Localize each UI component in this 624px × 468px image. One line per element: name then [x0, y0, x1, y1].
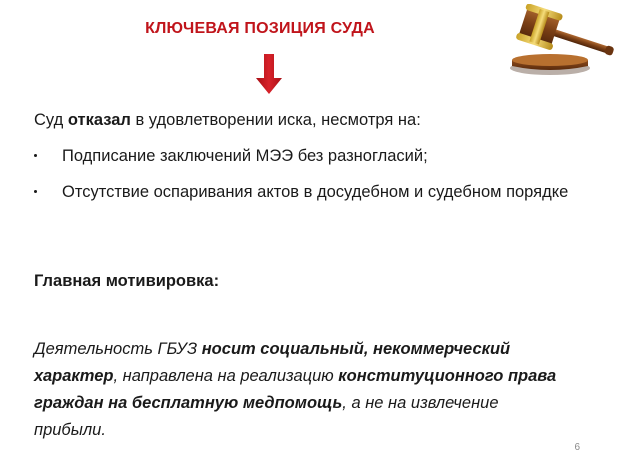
bullet-text: Подписание заключений МЭЭ без разногласий; — [62, 147, 428, 165]
intro-paragraph — [34, 107, 594, 133]
intro-text-end: в удовлетворении иска, несмотря на: — [130, 111, 421, 129]
quote-segment: Деятельность ГБУЗ — [34, 340, 202, 358]
intro-text-start: Суд — [34, 111, 68, 129]
bullet-text: Отсутствие оспаривания актов в досудебном и судебном порядке — [62, 183, 569, 201]
motivation-quote — [34, 336, 574, 444]
intro-emphasis: отказал — [67, 111, 131, 129]
bullet-dot-icon — [34, 154, 37, 157]
bullet-item — [34, 143, 594, 169]
quote-emphasis: носит социальный, некоммерческий характер — [34, 340, 511, 385]
slide-title: КЛЮЧЕВАЯ ПОЗИЦИЯ СУДА — [145, 20, 375, 37]
arrow-down-icon — [256, 54, 282, 94]
bullet-dot-icon — [34, 190, 37, 193]
bullet-item — [34, 179, 594, 205]
bullet-list — [34, 143, 594, 215]
quote-segment: , направлена на реализацию — [113, 367, 339, 385]
motivation-heading: Главная мотивировка: — [34, 272, 220, 290]
page-number: 6 — [574, 442, 580, 453]
gavel-icon — [500, 4, 618, 76]
quote-segment: , а не на извлечение прибыли. — [34, 394, 499, 439]
quote-emphasis: конституционного права граждан на бесплатную медпомощь — [34, 367, 557, 412]
